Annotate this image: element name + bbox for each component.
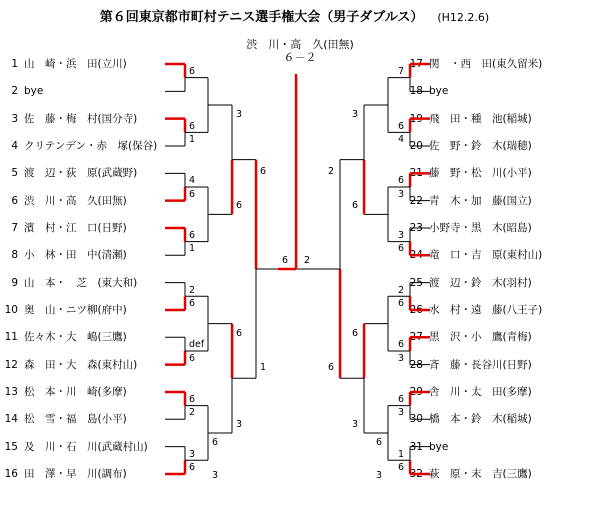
player-name: 奥 山・ニツ柳(府中) (24, 303, 127, 316)
title-date: (H12.2.6) (437, 11, 490, 24)
player-name: 濱 村・江 口(日野) (24, 221, 127, 234)
player-seed: 14 (4, 413, 18, 426)
player-seed: 3 (11, 112, 18, 125)
player-name: 水 村・遠 藤(八王子) (429, 303, 543, 316)
player-name: 佐 藤・梅 村(国分寺) (24, 112, 138, 125)
player-name: 小野寺・黒 木(昭島) (429, 221, 532, 234)
player-name: 及 川・石 川(武蔵村山) (24, 440, 148, 453)
match-score: 2 (398, 284, 405, 296)
match-score: 2 (328, 165, 335, 177)
match-score: 4 (398, 133, 405, 145)
match-score: 4 (189, 175, 196, 187)
player-name: 佐々木・大 嶋(三鷹) (24, 331, 127, 344)
player-name: クリテンデン・赤 塚(保谷) (24, 139, 158, 152)
match-score: 6 (189, 297, 196, 309)
player-name: 青 木・加 藤(国立) (429, 194, 532, 207)
title-text: 第６回東京都市町村テニス選手権大会（男子ダブルス） (99, 10, 424, 25)
match-score: 6 (236, 200, 243, 212)
player-name: bye (429, 440, 449, 453)
player-seed: 4 (11, 139, 18, 152)
match-score: 7 (398, 66, 405, 77)
player-name: 森 田・大 森(東村山) (24, 358, 138, 371)
match-score: def (189, 339, 205, 351)
match-score: 6 (212, 436, 219, 448)
player-name: 黒 沢・小 鷹(青梅) (429, 331, 532, 344)
player-seed: 21 (409, 167, 423, 180)
match-score: 6 (189, 66, 196, 77)
player-seed: 9 (11, 276, 18, 289)
player-name: 飛 田・種 池(稲城) (429, 112, 532, 125)
match-score: 6 (328, 362, 335, 374)
match-score: 6 (189, 188, 196, 200)
player-name: 渋 川・高 久(田無) (24, 194, 127, 207)
player-seed: 30 (409, 413, 423, 426)
player-seed: 28 (409, 358, 423, 371)
player-name: 松 雪・福 島(小平) (24, 413, 127, 426)
match-score: 6 (189, 461, 196, 473)
match-score: 3 (398, 407, 405, 419)
match-score: 2 (189, 407, 196, 419)
player-name: 舎 川・太 田(多摩) (429, 385, 532, 398)
match-score: 6 (398, 120, 405, 132)
player-seed: 11 (4, 331, 18, 344)
match-score: 6 (398, 461, 405, 473)
player-seed: 32 (409, 467, 423, 480)
player-name: 田 澤・早 川(調布) (24, 467, 127, 480)
player-name: 渡 辺・鈴 木(羽村) (429, 276, 532, 289)
player-seed: 17 (409, 58, 423, 70)
player-seed: 23 (409, 221, 423, 234)
match-score: 3 (398, 229, 405, 241)
match-score: 6 (376, 436, 383, 448)
match-score: 3 (398, 352, 405, 364)
final-score: 6 (282, 254, 289, 266)
match-score: 6 (260, 165, 267, 177)
player-seed: 1 (11, 58, 18, 70)
player-name: 渡 辺・荻 原(武蔵野) (24, 167, 138, 180)
player-name: 斉 藤・長谷川(日野) (429, 358, 532, 371)
player-name: 山 崎・浜 田(立川) (24, 58, 127, 70)
match-score: 1 (398, 448, 405, 460)
player-name: bye (24, 85, 44, 98)
match-score: 6 (189, 120, 196, 132)
match-score: 6 (398, 393, 405, 405)
match-score: 6 (398, 297, 405, 309)
player-seed: 8 (11, 249, 18, 262)
player-name: 松 本・川 崎(多摩) (24, 385, 127, 398)
match-score: 3 (398, 188, 405, 200)
player-seed: 22 (409, 194, 423, 207)
match-score: 2 (189, 284, 196, 296)
match-score: 6 (189, 229, 196, 241)
player-name: bye (429, 85, 449, 98)
final-score: 2 (304, 254, 311, 266)
player-seed: 18 (409, 85, 423, 98)
player-seed: 24 (409, 249, 423, 262)
player-seed: 31 (409, 440, 423, 453)
match-score: 3 (236, 418, 243, 430)
player-name: 萩 原・末 吉(三鷹) (429, 467, 532, 480)
match-score: 6 (398, 243, 405, 255)
match-score: 3 (189, 448, 196, 460)
match-score: 1 (189, 243, 196, 255)
player-name: 竜 口・吉 原(東村山) (429, 249, 543, 262)
player-name: 小 林・田 中(清瀬) (24, 249, 127, 262)
match-score: 1 (189, 133, 196, 145)
match-score: 3 (212, 469, 219, 481)
player-seed: 12 (4, 358, 18, 371)
player-seed: 25 (409, 276, 423, 289)
player-seed: 19 (409, 112, 423, 125)
player-seed: 16 (4, 467, 18, 480)
match-score: 6 (352, 200, 359, 212)
match-score: 6 (398, 339, 405, 351)
player-seed: 7 (11, 221, 18, 234)
champion-score: ６－２ (283, 51, 317, 64)
match-score: 6 (398, 175, 405, 187)
match-score: 6 (352, 327, 359, 339)
player-seed: 20 (409, 139, 423, 152)
match-score: 6 (189, 393, 196, 405)
player-name: 関 ・西 田(東久留米) (429, 58, 543, 70)
player-seed: 15 (4, 440, 18, 453)
player-name: 藤 野・松 川(小平) (429, 167, 532, 180)
match-score: 3 (376, 469, 383, 481)
match-score: 1 (260, 362, 267, 374)
match-score: 3 (236, 108, 243, 120)
player-name: 佐 野・鈴 木(瑞穂) (429, 139, 532, 152)
player-seed: 2 (11, 85, 18, 98)
player-seed: 13 (4, 385, 18, 398)
player-seed: 10 (4, 303, 18, 316)
player-seed: 27 (409, 331, 423, 344)
match-score: 6 (189, 352, 196, 364)
player-name: 橋 本・鈴 木(稲城) (429, 413, 532, 426)
player-seed: 6 (11, 194, 18, 207)
player-name: 山 本・ 芝 (東大和) (24, 276, 138, 289)
player-seed: 26 (409, 303, 423, 316)
player-seed: 5 (11, 167, 18, 180)
match-score: 3 (352, 108, 359, 120)
match-score: 3 (352, 418, 359, 430)
player-seed: 29 (409, 385, 423, 398)
champion-name: 渋 川・高 久(田無) (246, 38, 354, 51)
match-score: 6 (236, 327, 243, 339)
